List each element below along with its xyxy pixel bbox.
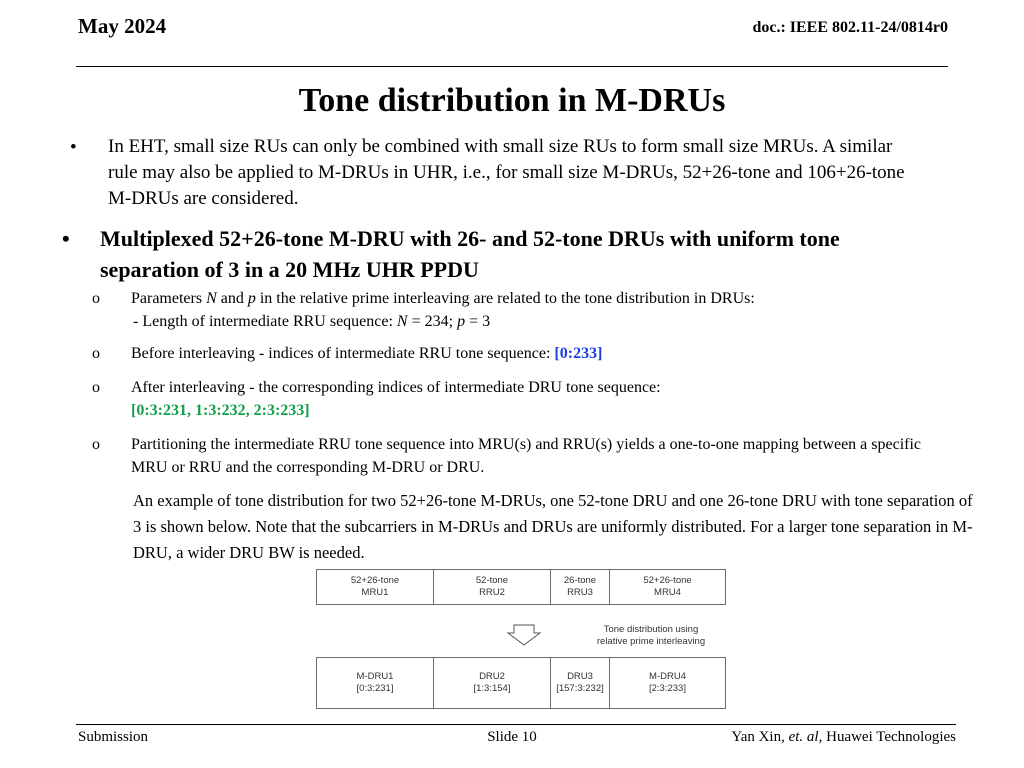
- dru2-cell: DRU2 [1:3:154]: [434, 658, 551, 708]
- interleaving-label: Tone distribution using relative prime interleaving: [596, 624, 706, 647]
- sub-bullet-before-interleaving: Before interleaving - indices of intermediate RRU tone sequence: [0:233]: [131, 345, 603, 362]
- header-divider: [76, 66, 948, 67]
- footer-slide-number: Slide 10: [487, 729, 537, 745]
- mru4-cell: 52+26-tone MRU4: [643, 575, 692, 598]
- header-doc-number: doc.: IEEE 802.11-24/0814r0: [752, 19, 948, 36]
- footer-author: Yan Xin, et. al, Huawei Technologies: [731, 729, 956, 745]
- down-arrow-icon: [506, 624, 542, 646]
- mdru4-cell: M-DRU4 [2:3:233]: [649, 671, 686, 694]
- dru3-cell: DRU3 [157:3:232]: [551, 658, 610, 708]
- rru2-cell: 52-tone RRU2: [434, 570, 551, 604]
- mru1-cell: 52+26-tone MRU1: [317, 570, 434, 604]
- footer-submission: Submission: [78, 729, 149, 745]
- tone-distribution-diagram: [316, 569, 726, 709]
- bullet-marker: •: [70, 137, 77, 158]
- bullet-multiplexed-mdru: Multiplexed 52+26-tone M-DRU with 26- and 52-tone DRUs with uniform tone separation of 3 in a 20 MHz UHR PPDU: [100, 226, 840, 282]
- example-paragraph: An example of tone distribution for two 52+26-tone M-DRUs, one 52-tone DRU and one 26-tone DRU with tone separation of 3 is shown below. Note that the subcarriers in M-DRUs and DRUs are uniformly distributed. For a larger tone separation in M-DRU, a wider DRU BW is needed.: [133, 491, 973, 562]
- mru-row: [316, 569, 726, 605]
- header-date: May 2024: [78, 14, 167, 38]
- rru-indices: [0:233]: [554, 345, 603, 362]
- slide-title: Tone distribution in M-DRUs: [298, 82, 726, 119]
- mdru-row: [316, 657, 726, 709]
- sub-bullet-marker: o: [92, 290, 100, 307]
- bullet-eht-rule: In EHT, small size RUs can only be combined with small size RUs to form small size MRUs. A similar rule may also be applied to M-DRUs in UHR, i.e., for small size M-DRUs, 52+26-tone and 106+26-tone M-DRUs are considered.: [108, 136, 905, 209]
- footer-divider: [76, 724, 956, 725]
- dru-indices: [0:3:231, 1:3:232, 2:3:233]: [131, 402, 310, 419]
- bullet-marker: •: [62, 226, 70, 251]
- sub-bullet-partitioning: Partitioning the intermediate RRU tone sequence into MRU(s) and RRU(s) yields a one-to-one mapping between a specific MRU or RRU and the corresponding M-DRU or DRU.: [131, 436, 922, 476]
- mdru1-cell: M-DRU1 [0:3:231]: [317, 658, 434, 708]
- rru3-cell: 26-tone RRU3: [551, 570, 610, 604]
- sub-bullet-parameters: Parameters N and p in the relative prime interleaving are related to the tone distribution in DRUs: - Length of intermediate RRU sequence: N = 234; p = 3: [131, 290, 755, 330]
- sub-bullet-marker: o: [92, 436, 100, 453]
- sub-bullet-marker: o: [92, 345, 100, 362]
- sub-bullet-marker: o: [92, 379, 100, 396]
- sub-bullet-after-interleaving: After interleaving - the corresponding indices of intermediate DRU tone sequence: [0:3:231, 1:3:232, 2:3:233]: [131, 379, 661, 419]
